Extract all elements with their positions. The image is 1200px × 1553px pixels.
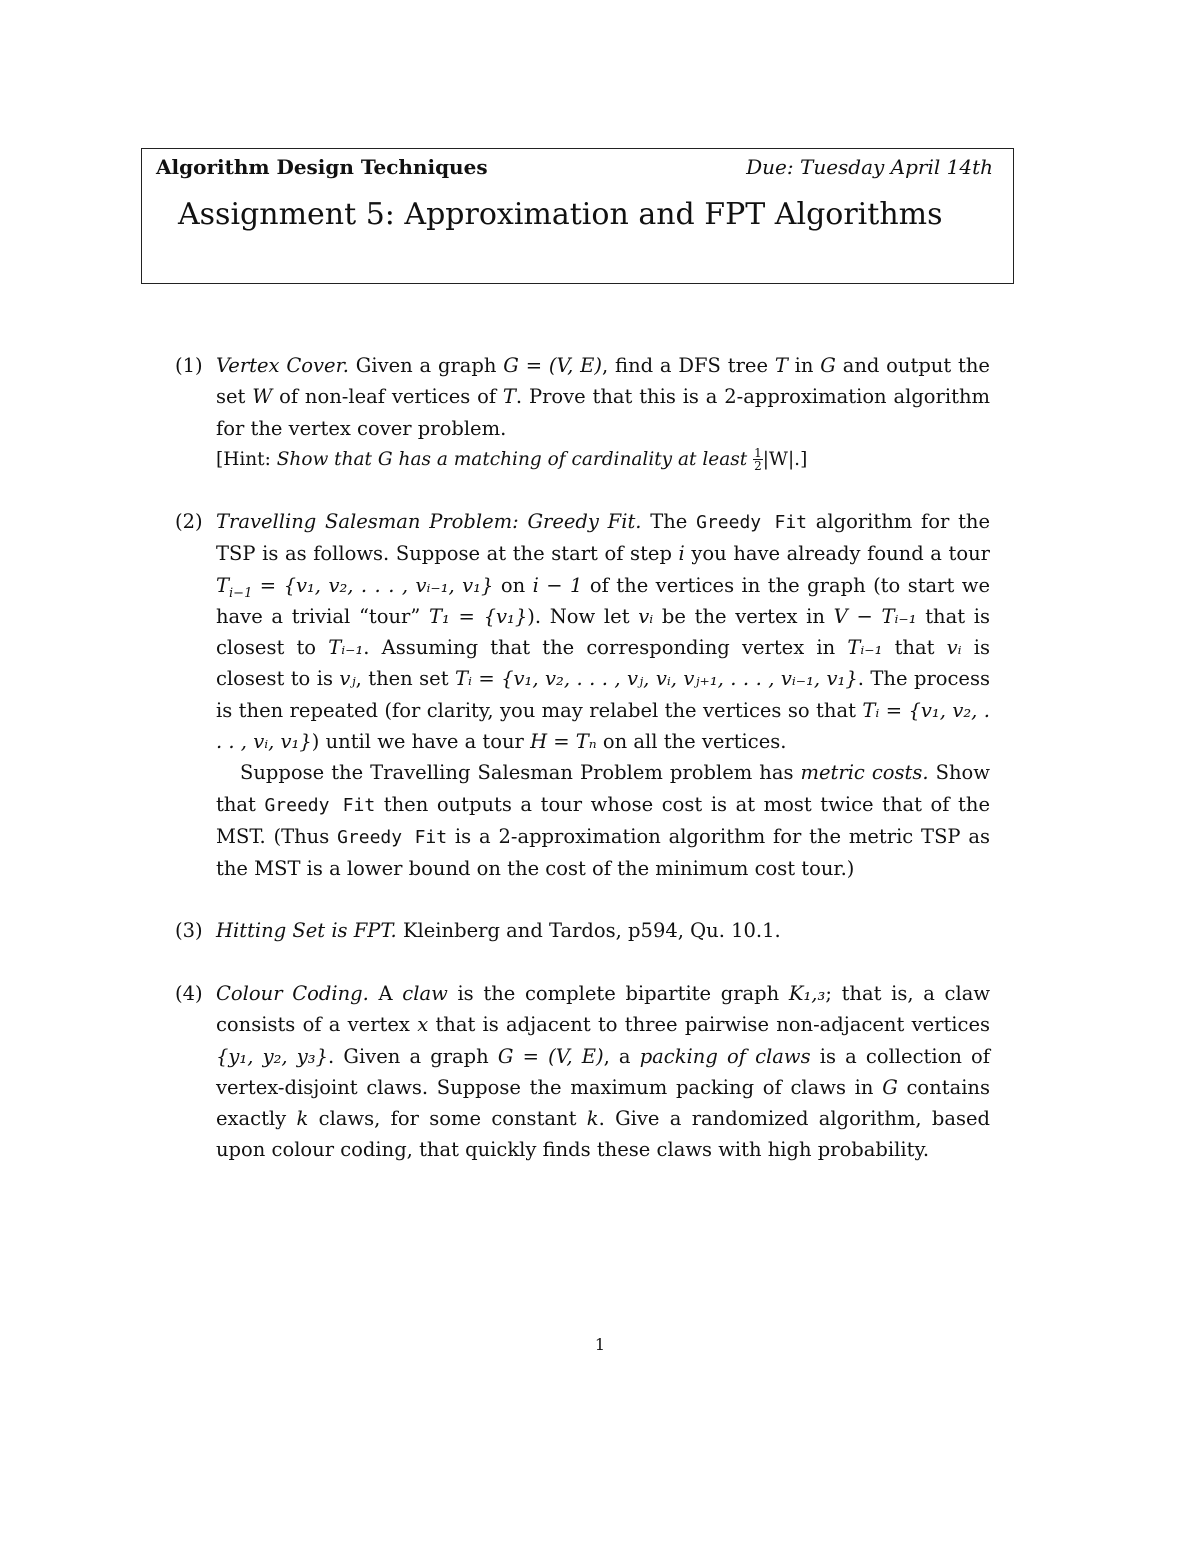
text: ; that is, a claw consists of a vertex xyxy=(216,982,991,1037)
math: vᵢ xyxy=(638,604,654,628)
page-number: 1 xyxy=(594,1335,606,1354)
math: G xyxy=(820,354,836,377)
text: . Assuming that the corresponding vertex in xyxy=(363,636,848,660)
text: The xyxy=(641,510,697,533)
problem-body xyxy=(216,350,990,475)
text: is a 2-approximation algorithm for the metric TSP as the MST is a lower bound on the cost of the minimum cost tour.) xyxy=(216,824,991,881)
text: then outputs a tour whose cost is at most twice that of the MST. (Thus xyxy=(216,792,990,848)
math: W xyxy=(252,385,273,409)
problem-heading: Travelling Salesman Problem: Greedy Fit. xyxy=(216,510,642,533)
math: T₁ = {v₁} xyxy=(429,604,528,628)
math: K₁,₃ xyxy=(788,982,826,1005)
emphasis: claw xyxy=(402,982,448,1005)
text: . Give a randomized algorithm, based upon colour coding, that quickly finds these claws with high probability. xyxy=(216,1107,990,1162)
text: and output the set xyxy=(216,354,990,409)
text: you have already found a tour xyxy=(684,542,990,566)
math: vⱼ xyxy=(339,667,356,691)
math: Tᵢ₋₁ xyxy=(847,636,883,660)
math: {y₁, y₂, y₃} xyxy=(216,1044,329,1068)
text: |W|.] xyxy=(762,448,808,470)
text: of the vertices in the graph (to start we have a trivial “tour” xyxy=(216,573,990,628)
text: [Hint: xyxy=(216,448,277,470)
text: , a xyxy=(603,1044,640,1068)
text: . Prove that this is a 2-approximation algorithm for the vertex cover problem. xyxy=(216,385,990,440)
text: be the vertex in xyxy=(653,604,834,628)
math: G = (V, E) xyxy=(503,354,603,377)
math: = {v₁, v₂, . . . , vᵢ₋₁, v₁} xyxy=(252,573,494,597)
hint-text: Show that G has a matching of cardinality at least xyxy=(276,448,748,470)
text: claws, for some constant xyxy=(308,1107,587,1131)
course-name: Algorithm Design Techniques xyxy=(156,155,488,179)
problem-number: (2) xyxy=(175,510,203,533)
text: . Given a graph xyxy=(328,1044,498,1068)
hint xyxy=(216,444,990,475)
problem-number: (4) xyxy=(175,982,203,1005)
math: i xyxy=(678,542,685,566)
numerator: 1 xyxy=(754,446,762,461)
text: of non-leaf vertices of xyxy=(272,385,503,409)
problem-1 xyxy=(175,350,990,475)
text: A xyxy=(368,982,403,1005)
due-date: Due: Tuesday April 14th xyxy=(746,155,993,179)
text: is the complete bipartite graph xyxy=(447,982,789,1005)
math: k xyxy=(296,1107,309,1131)
fraction xyxy=(753,447,763,472)
math: Tᵢ = {v₁, v₂, . . . , vᵢ, v₁} xyxy=(216,698,990,754)
assignment-title: Assignment 5: Approximation and FPT Algorithms xyxy=(178,197,943,232)
math-subscript: i−1 xyxy=(229,585,253,601)
math: V − Tᵢ₋₁ xyxy=(833,604,917,628)
algorithm-name: Greedy Fit xyxy=(337,826,448,848)
problem-3 xyxy=(175,915,990,946)
math: Tᵢ₋₁ xyxy=(328,636,364,660)
math: Tᵢ = {v₁, v₂, . . . , vⱼ, vᵢ, vⱼ₊₁, . . . , vᵢ₋₁, v₁} xyxy=(454,667,858,691)
math: k xyxy=(586,1107,599,1131)
math: T xyxy=(502,385,516,409)
text: that is closest to xyxy=(216,604,990,660)
problem-2 xyxy=(175,506,990,885)
text: Suppose the Travelling Salesman Problem problem has xyxy=(240,761,801,785)
math: G = (V, E) xyxy=(497,1044,604,1068)
problem-number: (1) xyxy=(175,354,203,377)
problem-body xyxy=(216,978,990,1166)
text: ) until we have a tour xyxy=(311,730,531,754)
math: G xyxy=(882,1075,898,1099)
text: , then set xyxy=(355,667,455,691)
algorithm-name: Greedy Fit xyxy=(264,794,376,816)
text: . The process is then repeated (for clarity, you may relabel the vertices so that xyxy=(216,667,990,722)
text: algorithm for the TSP is as follows. Suppose at the start of step xyxy=(216,510,990,566)
problem-4 xyxy=(175,978,990,1166)
text: in xyxy=(787,354,821,377)
assignment-header-box xyxy=(141,148,1014,284)
text: , find a DFS tree xyxy=(602,354,775,377)
emphasis: packing of claws xyxy=(639,1044,811,1068)
text: contains exactly xyxy=(216,1075,990,1131)
problem-number: (3) xyxy=(175,919,203,942)
math: i − 1 xyxy=(532,573,583,597)
problem-body xyxy=(216,915,990,946)
math: T xyxy=(216,573,230,597)
text: is a collection of vertex-disjoint claws. Suppose the maximum packing of claws in xyxy=(216,1044,990,1099)
emphasis: metric costs. xyxy=(800,761,929,785)
problem-heading: Colour Coding. xyxy=(216,982,369,1005)
math: x xyxy=(417,1013,429,1037)
text: Show that xyxy=(216,761,990,816)
algorithm-name: Greedy Fit xyxy=(696,512,808,533)
text: that is adjacent to three pairwise non-adjacent vertices xyxy=(428,1013,990,1037)
denominator: 2 xyxy=(754,459,762,474)
math: H = Tₙ xyxy=(530,730,597,754)
text: Given a graph xyxy=(348,354,504,377)
text: on xyxy=(493,573,533,597)
problem-body xyxy=(216,506,990,885)
math: vᵢ xyxy=(946,636,962,660)
text: on all the vertices. xyxy=(596,730,787,754)
problem-heading: Hitting Set is FPT. xyxy=(216,919,397,942)
math: T xyxy=(774,354,788,377)
problem-heading: Vertex Cover. xyxy=(216,354,349,377)
text: is closest to is xyxy=(216,636,990,691)
text: that xyxy=(882,636,947,660)
text: Kleinberg and Tardos, p594, Qu. 10.1. xyxy=(396,919,781,942)
text: ). Now let xyxy=(527,604,639,628)
